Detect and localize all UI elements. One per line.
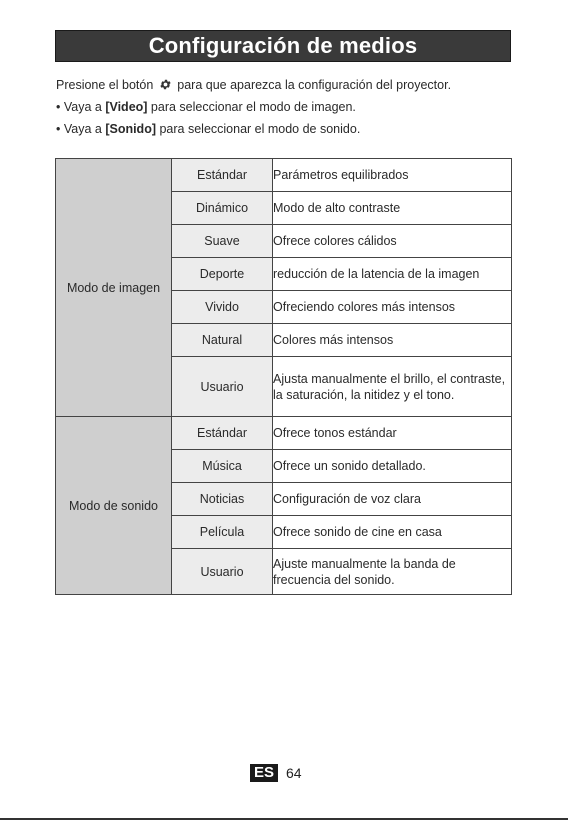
mode-description: Colores más intensos	[273, 324, 512, 357]
page-number: 64	[286, 765, 302, 781]
bullet-sound-prefix: • Vaya a	[56, 122, 106, 136]
image-mode-group: Modo de imagen	[56, 159, 172, 417]
mode-name: Deporte	[172, 258, 273, 291]
mode-description: Modo de alto contraste	[273, 192, 512, 225]
mode-name: Vivido	[172, 291, 273, 324]
page-title-bar	[55, 30, 511, 62]
mode-description: Parámetros equilibrados	[273, 159, 512, 192]
video-menu-label: [Video]	[105, 100, 148, 114]
mode-name: Usuario	[172, 549, 273, 595]
mode-name: Película	[172, 516, 273, 549]
gear-icon	[159, 78, 172, 91]
mode-name: Estándar	[172, 417, 273, 450]
media-settings-table	[55, 158, 512, 595]
table-row	[56, 159, 512, 192]
table-row	[56, 417, 512, 450]
mode-description: Ofrece colores cálidos	[273, 225, 512, 258]
mode-description: Ofrece un sonido detallado.	[273, 450, 512, 483]
sound-menu-label: [Sonido]	[105, 122, 156, 136]
mode-description: Ofrece sonido de cine en casa	[273, 516, 512, 549]
mode-name: Usuario	[172, 357, 273, 417]
intro-line-end: para que aparezca la configuración del proyector.	[177, 78, 452, 92]
language-badge: ES	[250, 764, 278, 782]
sound-mode-group: Modo de sonido	[56, 417, 172, 595]
bullet-video-suffix: para seleccionar el modo de imagen.	[147, 100, 356, 114]
page-footer	[250, 764, 302, 782]
mode-name: Noticias	[172, 483, 273, 516]
intro-line	[56, 74, 526, 96]
mode-description: reducción de la latencia de la imagen	[273, 258, 512, 291]
intro-line-start: Presione el botón	[56, 78, 154, 92]
bullet-video-prefix: • Vaya a	[56, 100, 106, 114]
mode-name: Dinámico	[172, 192, 273, 225]
mode-description: Ajuste manualmente la banda de frecuencia del sonido.	[273, 549, 512, 595]
bullet-video	[56, 96, 526, 118]
bullet-sound	[56, 118, 526, 140]
mode-name: Suave	[172, 225, 273, 258]
intro-text	[56, 74, 526, 140]
mode-description: Ofreciendo colores más intensos	[273, 291, 512, 324]
mode-name: Estándar	[172, 159, 273, 192]
mode-description: Ajusta manualmente el brillo, el contraste, la saturación, la nitidez y el tono.	[273, 357, 512, 417]
mode-description: Configuración de voz clara	[273, 483, 512, 516]
mode-name: Música	[172, 450, 273, 483]
page-title: Configuración de medios	[148, 33, 418, 58]
bullet-sound-suffix: para seleccionar el modo de sonido.	[156, 122, 361, 136]
mode-name: Natural	[172, 324, 273, 357]
mode-description: Ofrece tonos estándar	[273, 417, 512, 450]
